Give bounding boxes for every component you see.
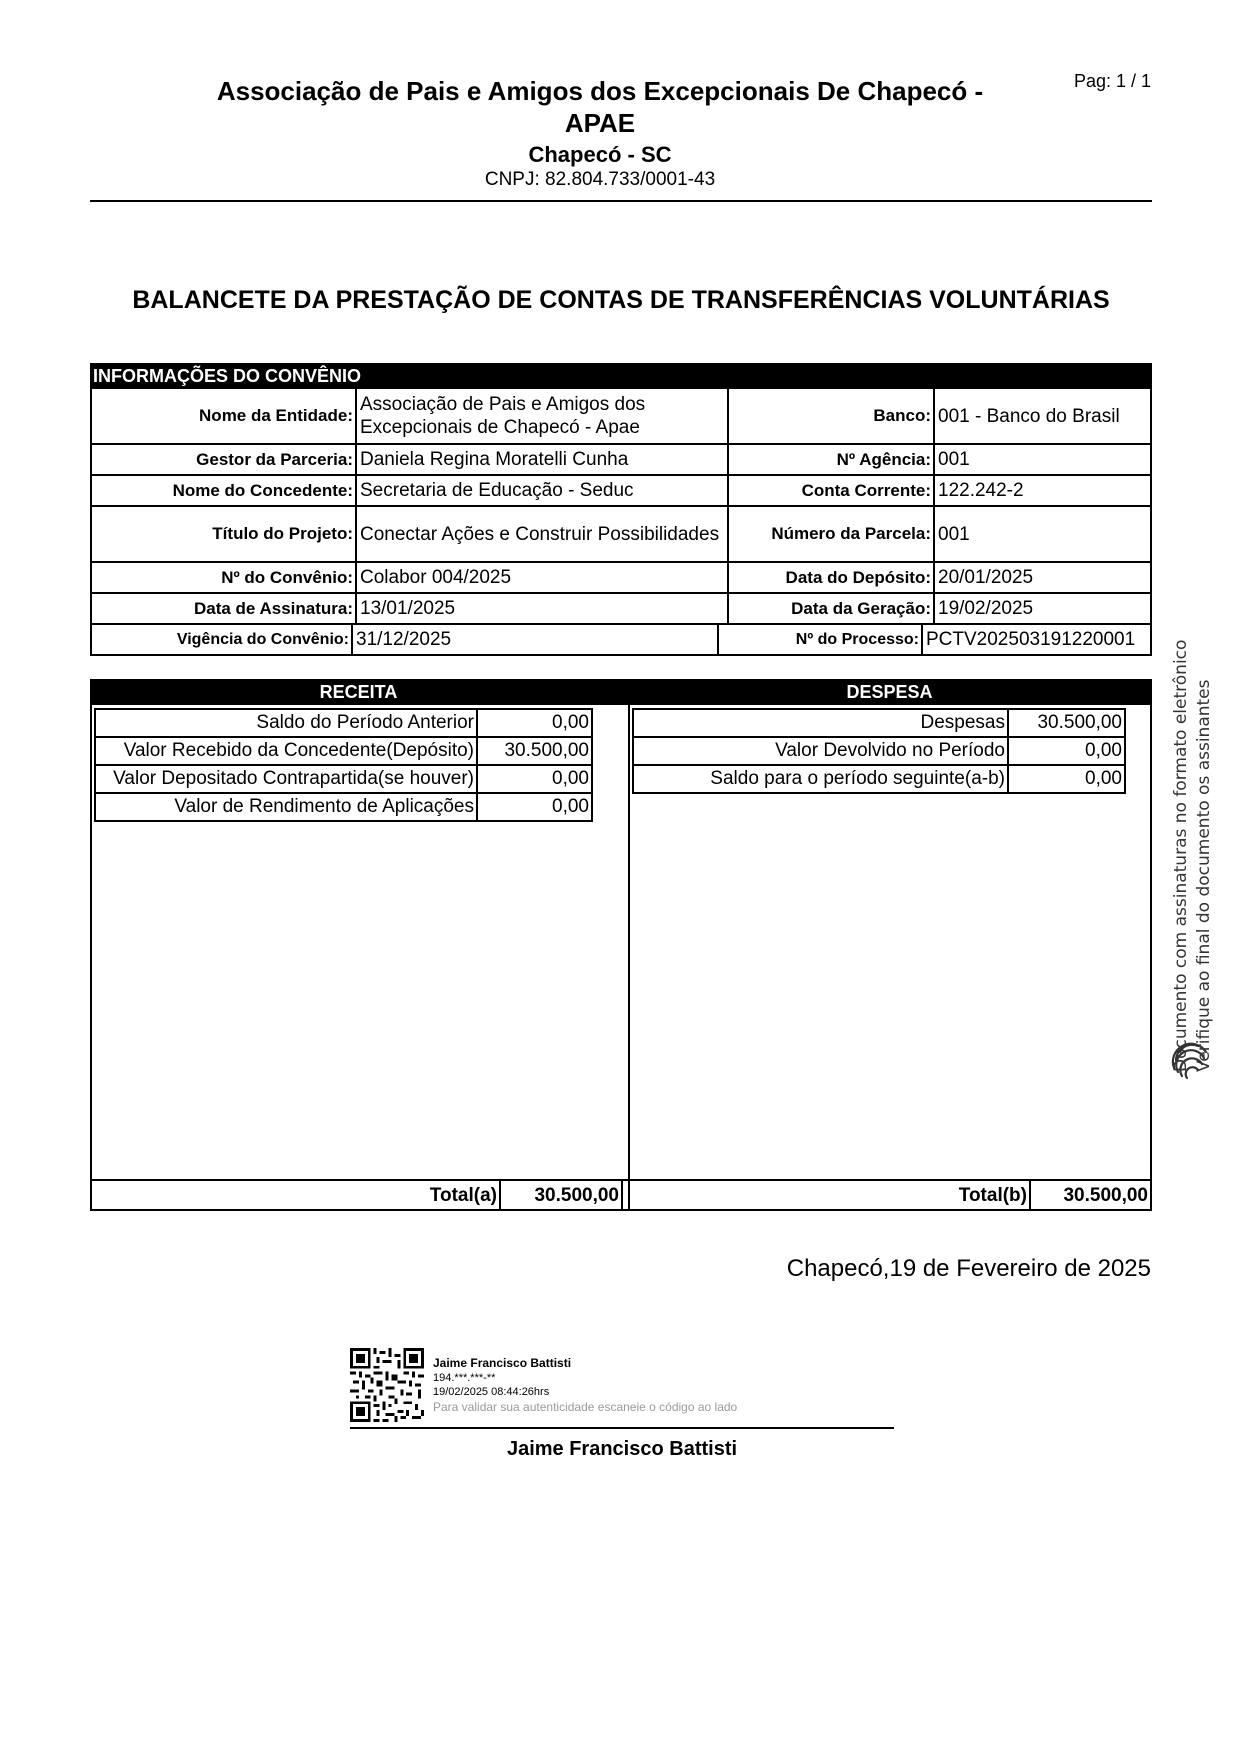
conta-value: 122.242-2 [938, 480, 1024, 501]
geracao-value: 19/02/2025 [938, 598, 1034, 619]
convenio-value: Colabor 004/2025 [357, 563, 729, 592]
despesa-row-label: Saldo para o período seguinte(a-b) [633, 765, 1008, 793]
fingerprint-icon [1168, 1038, 1212, 1082]
table-row [633, 709, 1125, 737]
despesa-row-value: 0,00 [1008, 737, 1125, 765]
signature-line [350, 1427, 894, 1429]
assinatura-value: 13/01/2025 [357, 594, 729, 623]
parcela-value: 001 [938, 523, 970, 545]
conta-label: Conta Corrente: [729, 476, 935, 505]
table-row [95, 765, 592, 793]
page-number: Pag: 1 / 1 [1073, 71, 1151, 91]
receita-row-value: 0,00 [477, 709, 592, 737]
info-row [90, 445, 1152, 476]
assinatura-label: Data de Assinatura: [92, 594, 357, 623]
vigencia-value: 31/12/2025 [353, 625, 719, 654]
receita-header: RECEITA [319, 682, 398, 702]
info-row [90, 594, 1152, 625]
table-row [95, 793, 592, 821]
info-section-header: INFORMAÇÕES DO CONVÊNIO [90, 363, 1152, 389]
receita-row-value: 0,00 [477, 765, 592, 793]
agencia-value: 001 [938, 449, 970, 470]
receita-row-label: Valor Recebido da Concedente(Depósito) [95, 737, 477, 765]
titulo-label: Título do Projeto: [92, 507, 357, 561]
validation-note: Para validar sua autenticidade escaneie o código ao lado [433, 1400, 738, 1414]
stamp-line-1: Documento com assinaturas no formato eletrônico [1171, 639, 1191, 1072]
parcela-label: Número da Parcela: [729, 507, 935, 561]
receita-row-label: Saldo do Período Anterior [95, 709, 477, 737]
processo-value: PCTV202503191220001 [926, 629, 1136, 650]
vigencia-label: Vigência do Convênio: [92, 625, 353, 654]
signature-timestamp: 19/02/2025 08:44:26hrs [433, 1386, 550, 1398]
table-row [95, 709, 592, 737]
financial-body [90, 705, 1152, 1211]
table-row [633, 765, 1125, 793]
qr-code-icon[interactable] [350, 1348, 424, 1422]
stamp-line-2: Verifique ao final do documento os assinantes [1194, 679, 1214, 1072]
organization-city: Chapecó - SC [528, 142, 672, 167]
nome-entidade-value: Associação de Pais e Amigos dos Excepcionais de Chapecó - Apae [357, 389, 729, 443]
signer-name: Jaime Francisco Battisti [506, 1438, 738, 1460]
table-row [633, 737, 1125, 765]
column-divider [628, 705, 630, 1209]
despesa-total-value: 30.500,00 [1063, 1185, 1148, 1206]
info-row [90, 389, 1152, 445]
despesa-row-value: 0,00 [1008, 765, 1125, 793]
banco-value: 001 - Banco do Brasil [938, 405, 1120, 427]
info-row [90, 507, 1152, 563]
agencia-label: Nº Agência: [729, 445, 935, 474]
gestor-value: Daniela Regina Moratelli Cunha [357, 445, 729, 474]
receita-row-label: Valor de Rendimento de Aplicações [95, 793, 477, 821]
receita-total-value: 30.500,00 [501, 1181, 623, 1211]
convenio-label: Nº do Convênio: [92, 563, 357, 592]
gestor-label: Gestor da Parceria: [92, 445, 357, 474]
receita-row-value: 30.500,00 [477, 737, 592, 765]
place-date: Chapecó,19 de Fevereiro de 2025 [786, 1255, 1151, 1282]
signer-cpf: 194.***.***-** [433, 1372, 496, 1384]
financial-header [90, 679, 1152, 705]
despesa-row-value: 30.500,00 [1008, 709, 1125, 737]
geracao-label: Data da Geração: [729, 594, 935, 623]
stamp-text [1170, 640, 1216, 1072]
concedente-value: Secretaria de Educação - Seduc [357, 476, 729, 505]
despesa-total-label: Total(b) [623, 1181, 1031, 1211]
nome-entidade-label: Nome da Entidade: [92, 389, 357, 443]
deposito-value: 20/01/2025 [938, 567, 1034, 588]
processo-label: Nº do Processo: [719, 625, 923, 654]
despesa-table [632, 708, 1126, 794]
financial-section [90, 679, 1152, 1211]
despesa-row-label: Valor Devolvido no Período [633, 737, 1008, 765]
table-row [95, 737, 592, 765]
info-row [90, 563, 1152, 594]
organization-cnpj: CNPJ: 82.804.733/0001-43 [484, 169, 716, 190]
organization-name: Associação de Pais e Amigos dos Excepcionais De Chapecó - APAE [216, 76, 984, 138]
receita-table [94, 708, 593, 822]
despesa-row-label: Despesas [633, 709, 1008, 737]
signature-block [350, 1348, 894, 1473]
info-section [90, 363, 1152, 656]
titulo-value: Conectar Ações e Construir Possibilidades [357, 507, 729, 561]
deposito-label: Data do Depósito: [729, 563, 935, 592]
receita-total-label: Total(a) [92, 1181, 501, 1211]
document-title: BALANCETE DA PRESTAÇÃO DE CONTAS DE TRANSFERÊNCIAS VOLUNTÁRIAS [132, 286, 1110, 314]
header-divider [90, 200, 1152, 202]
signer-name-small: Jaime Francisco Battisti [433, 1356, 572, 1370]
info-row [90, 476, 1152, 507]
banco-label: Banco: [729, 389, 935, 443]
despesa-header: DESPESA [846, 682, 933, 702]
receita-row-label: Valor Depositado Contrapartida(se houver) [95, 765, 477, 793]
info-row [90, 625, 1152, 656]
concedente-label: Nome do Concedente: [92, 476, 357, 505]
totals-row [92, 1179, 1150, 1211]
receita-row-value: 0,00 [477, 793, 592, 821]
